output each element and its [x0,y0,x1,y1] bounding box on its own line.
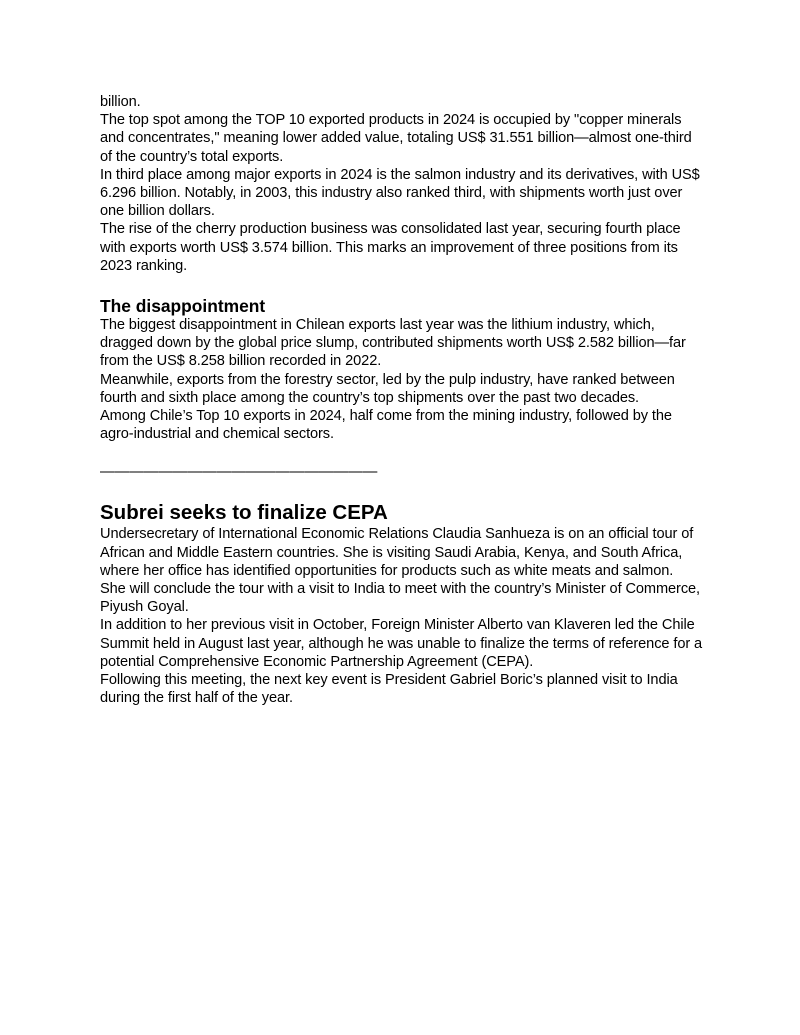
paragraph: The rise of the cherry production business was consolidated last year, securing fourth place with exports worth US$ 3.574 billion. This marks an improvement of three positions from its 2023 ranking. [100,221,681,274]
exports-ranking-section [100,93,704,275]
paragraph: The biggest disappointment in Chilean exports last year was the lithium industry, which, dragged down by the global price slump, contributed shipments worth US$ 2.582 billion—far from the US$ 8.258 billion recorded in 2022. [100,317,686,370]
document-page [100,93,704,707]
section-heading: The disappointment [100,296,266,317]
paragraph: In addition to her previous visit in October, Foreign Minister Alberto van Klaveren led the Chile Summit held in August last year, although he was unable to finalize the terms of reference for a potential Comprehensive Economic Partnership Agreement (CEPA). [100,617,703,670]
paragraph: Following this meeting, the next key event is President Gabriel Boric’s planned visit to India during the first half of the year. [100,672,678,707]
subrei-cepa-section [100,501,704,707]
paragraph: The top spot among the TOP 10 exported products in 2024 is occupied by "copper minerals and concentrates," meaning lower added value, totaling US$ 31.551 billion—almost one-third of the country’s total exports. [100,112,692,165]
paragraph: In third place among major exports in 2024 is the salmon industry and its derivatives, with US$ 6.296 billion. Notably, in 2003, this industry also ranked third, with shipments worth just over one billion dollars. [100,166,700,220]
paragraph: Undersecretary of International Economic Relations Claudia Sanhueza is on an official tour of African and Middle Eastern countries. She is visiting Saudi Arabia, Kenya, and South Africa, where her office has identified opportunities for products such as white meats and salmon. [100,526,694,579]
paragraph: billion. [100,94,141,110]
paragraph: Meanwhile, exports from the forestry sector, led by the pulp industry, have ranked between fourth and sixth place among the country’s top shipments over the past two decades. [100,371,675,406]
dash-separator: ——————————————————— [100,464,378,481]
disappointment-section [100,296,704,443]
article-heading: Subrei seeks to finalize CEPA [100,501,388,525]
paragraph: She will conclude the tour with a visit to India to meet with the country’s Minister of Commerce, Piyush Goyal. [100,581,700,616]
paragraph: Among Chile’s Top 10 exports in 2024, half come from the mining industry, followed by the agro-industrial and chemical sectors. [100,408,672,443]
